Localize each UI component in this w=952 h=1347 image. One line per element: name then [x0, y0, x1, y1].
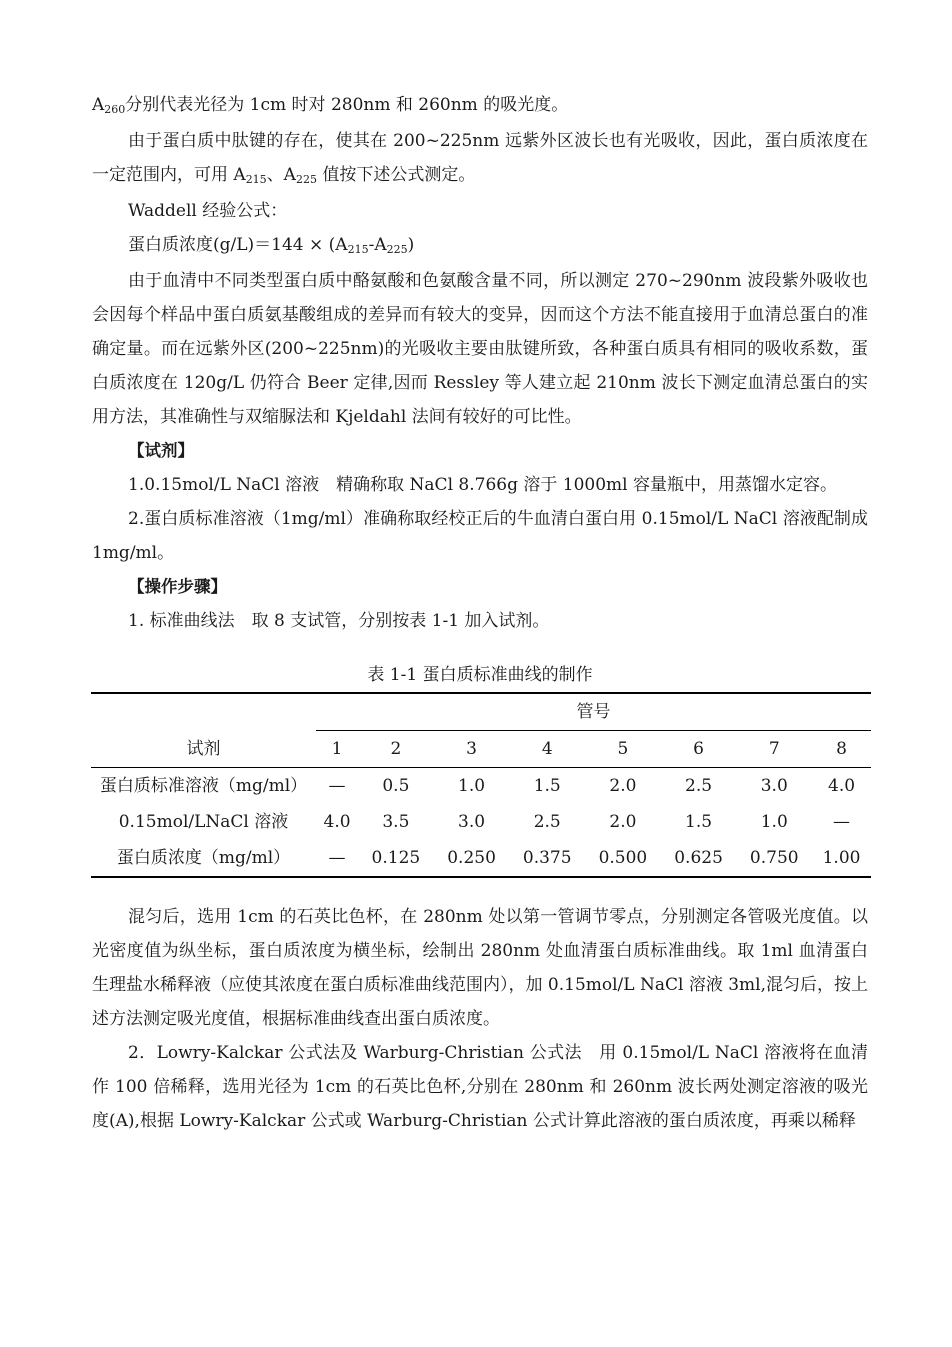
- row-header-reagent: 试剂: [91, 731, 316, 768]
- table-row: [91, 840, 871, 877]
- row-label: 蛋白质浓度（mg/ml）: [91, 840, 316, 877]
- table-cell: 2.5: [685, 776, 713, 796]
- text: -A: [368, 235, 387, 255]
- table-cell: 3.0: [760, 776, 788, 796]
- text: ): [407, 235, 415, 255]
- table-cell: 2.0: [609, 776, 637, 796]
- table-cell: —: [833, 812, 851, 832]
- tube-number-header: 8: [812, 731, 871, 768]
- standard-curve-table: [91, 692, 871, 878]
- table-cell: —: [316, 840, 358, 877]
- row-label: 0.15mol/LNaCl 溶液: [118, 812, 289, 832]
- table-cell: 3.0: [458, 812, 486, 832]
- paragraph-lowry-warburg: 2．Lowry-Kalckar 公式法及 Warburg-Christian 公式法 用 0.15mol/L NaCl 溶液将在血清作 100 倍稀释，选用光径为 1cm 的石英比色杯,分别在 280nm 和 260nm 波长两处测定溶液的吸光度(A),根据 Lowry-Kalckar 公式或 Warburg-Christian 公式计算此溶液的蛋白质浓度，再乘以稀释: [92, 1043, 868, 1131]
- table-caption: 表 1-1 蛋白质标准曲线的制作: [367, 665, 593, 685]
- table-cell: 0.125: [358, 840, 434, 877]
- table-cell: 2.0: [609, 812, 637, 832]
- tube-number-header: 6: [661, 731, 737, 768]
- reagent-item-1: 1.0.15mol/L NaCl 溶液 精确称取 NaCl 8.766g 溶于 1000ml 容量瓶中，用蒸馏水定容。: [128, 475, 837, 495]
- table-cell: 1.0: [760, 812, 788, 832]
- subscript: 260: [104, 103, 126, 116]
- text: 值按下述公式测定。: [316, 165, 476, 185]
- reagents-heading: 【试剂】: [128, 441, 194, 460]
- table-cell: 1.5: [685, 812, 713, 832]
- table-cell: 3.5: [382, 812, 410, 832]
- intro-line: [92, 88, 868, 124]
- table-cell: 0.625: [661, 840, 737, 877]
- tube-number-header: 5: [585, 731, 661, 768]
- table-cell: 1.0: [458, 776, 486, 796]
- table-cell: 1.00: [812, 840, 871, 877]
- table-cell: 0.250: [434, 840, 510, 877]
- text: 蛋白质浓度(g/L)＝144 × (A: [128, 235, 348, 255]
- table-row: [91, 804, 871, 840]
- paragraph-method-background: 由于血清中不同类型蛋白质中酪氨酸和色氨酸含量不同，所以测定 270~290nm 波段紫外吸收也会因每个样品中蛋白质氨基酸组成的差异而有较大的变异，因而这个方法不能直接用于血清总蛋白的准确定量。而在远紫外区(200~225nm)的光吸收主要由肽键所致，各种蛋白质具有相同的吸收系数，蛋白质浓度在 120g/L 仍符合 Beer 定律,因而 Ressley 等人建立起 210nm 波长下测定血清总蛋白的实用方法，其准确性与双缩脲法和 Kjeldahl 法间有较好的可比性。: [92, 271, 868, 427]
- subscript: 215: [347, 243, 369, 256]
- tube-number-header: 2: [358, 731, 434, 768]
- table-cell: 0.750: [736, 840, 812, 877]
- table-cell: 1.5: [533, 776, 561, 796]
- subscript: 215: [245, 173, 267, 186]
- waddell-formula: [92, 228, 868, 264]
- table-cell: —: [328, 776, 346, 796]
- procedure-step-1: 1. 标准曲线法 取 8 支试管，分别按表 1-1 加入试剂。: [128, 611, 550, 631]
- tube-number-header: 4: [509, 731, 585, 768]
- text: 、A: [266, 165, 296, 185]
- text: 分别代表光径为 1cm 时对 280nm 和 260nm 的吸光度。: [125, 95, 569, 115]
- table-cell: 4.0: [828, 776, 856, 796]
- tube-number-header: 1: [316, 731, 358, 768]
- subscript: 225: [386, 243, 408, 256]
- row-label: 蛋白质标准溶液（mg/ml）: [99, 776, 308, 796]
- table-cell: 0.375: [509, 840, 585, 877]
- text: 由于蛋白质中肽键的存在，使其在 200~225nm 远紫外区波长也有光吸收，因此，蛋白质浓度在一定范围内，可用 A: [92, 131, 868, 185]
- table-cell: 0.5: [382, 776, 410, 796]
- waddell-label: Waddell 经验公式：: [128, 201, 288, 221]
- table-cell: 2.5: [533, 812, 561, 832]
- table-row: [91, 768, 871, 805]
- tube-number-header: 7: [736, 731, 812, 768]
- table-cell: 0.500: [585, 840, 661, 877]
- document-page: [92, 88, 868, 1138]
- reagent-item-2: 2.蛋白质标准溶液（1mg/ml）准确称取经校正后的牛血清白蛋白用 0.15mol/L NaCl 溶液配制成 1mg/ml。: [92, 509, 868, 563]
- group-header-tube-number: 管号: [316, 693, 871, 731]
- tube-number-header: 3: [434, 731, 510, 768]
- text: A: [92, 95, 105, 115]
- procedure-heading: 【操作步骤】: [128, 577, 227, 596]
- paragraph-uv-absorption: [92, 124, 868, 194]
- paragraph-measurement: 混匀后，选用 1cm 的石英比色杯，在 280nm 处以第一管调节零点，分别测定各管吸光度值。以光密度值为纵坐标，蛋白质浓度为横坐标，绘制出 280nm 处血清蛋白质标准曲线。取 1ml 血清蛋白生理盐水稀释液（应使其浓度在蛋白质标准曲线范围内），加 0.15mol/L NaCl 溶液 3ml,混匀后，按上述方法测定吸光度值，根据标准曲线查出蛋白质浓度。: [92, 907, 869, 1029]
- table-corner: [91, 693, 316, 731]
- table-cell: 4.0: [323, 812, 351, 832]
- subscript: 225: [295, 173, 317, 186]
